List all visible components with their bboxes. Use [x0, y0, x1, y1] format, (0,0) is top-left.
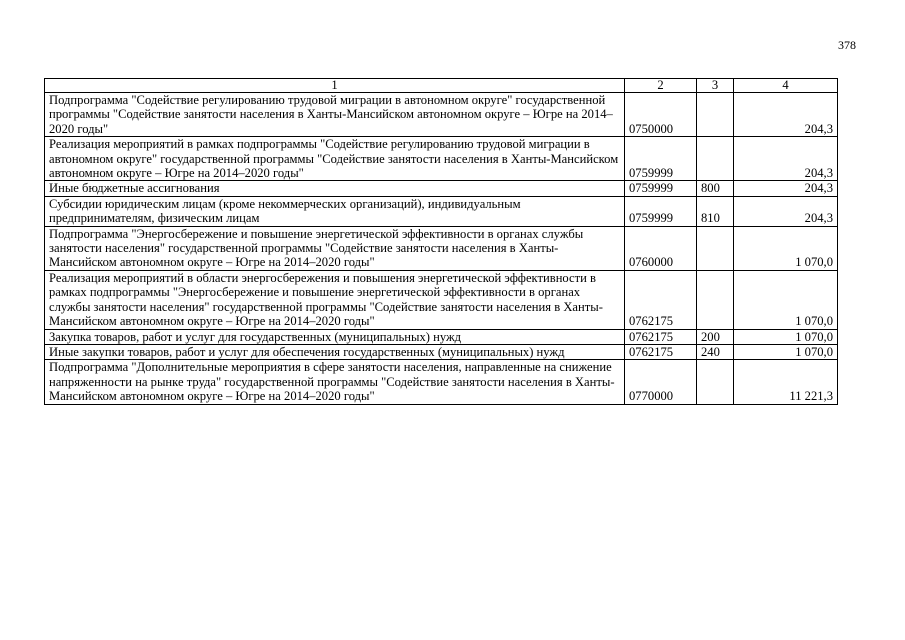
- row-name: Подпрограмма "Энергосбережение и повышение энергетической эффективности в органах службы занятости населения" государственной программы "Содействие занятости населения в Ханты-Мансийском автономном округе – Югре на 2014–2020 годы": [45, 226, 625, 270]
- budget-table: [44, 78, 838, 405]
- table-row: [45, 226, 838, 270]
- row-code: 0762175: [625, 270, 697, 329]
- table-row: [45, 181, 838, 196]
- row-code: 0750000: [625, 93, 697, 137]
- row-amount: 1 070,0: [734, 226, 838, 270]
- row-name: Подпрограмма "Содействие регулированию трудовой миграции в автономном округе" государственной программы "Содействие занятости населения в Ханты-Мансийском автономном округе – Югре на 2014–2020 годы": [45, 93, 625, 137]
- row-type: 200: [697, 329, 734, 344]
- row-amount: 204,3: [734, 93, 838, 137]
- row-name: Субсидии юридическим лицам (кроме некоммерческих организаций), индивидуальным предпринимателям, физическим лицам: [45, 196, 625, 226]
- row-code: 0770000: [625, 360, 697, 404]
- table-row: [45, 137, 838, 181]
- row-type: 240: [697, 344, 734, 359]
- header-row: [45, 79, 838, 93]
- row-name: Иные бюджетные ассигнования: [45, 181, 625, 196]
- row-type: [697, 270, 734, 329]
- table-row: [45, 93, 838, 137]
- page-number: 378: [838, 38, 856, 52]
- row-type: [697, 93, 734, 137]
- row-type: [697, 360, 734, 404]
- row-type: [697, 137, 734, 181]
- row-amount: 1 070,0: [734, 329, 838, 344]
- column-header-2: 2: [625, 79, 697, 93]
- row-code: 0759999: [625, 196, 697, 226]
- row-code: 0762175: [625, 329, 697, 344]
- row-name: Закупка товаров, работ и услуг для государственных (муниципальных) нужд: [45, 329, 625, 344]
- row-type: 810: [697, 196, 734, 226]
- table-row: [45, 196, 838, 226]
- table-row: [45, 360, 838, 404]
- row-name: Иные закупки товаров, работ и услуг для обеспечения государственных (муниципальных) нужд: [45, 344, 625, 359]
- row-code: 0762175: [625, 344, 697, 359]
- row-name: Реализация мероприятий в области энергосбережения и повышения энергетической эффективности в рамках подпрограммы "Энергосбережение и повышение энергетической эффективности в органах службы занятости населения" государственной программы "Содействие занятости населения в Ханты-Мансийском автономном округе – Югре на 2014–2020 годы": [45, 270, 625, 329]
- row-amount: 1 070,0: [734, 344, 838, 359]
- table-row: [45, 344, 838, 359]
- table-row: [45, 329, 838, 344]
- column-header-3: 3: [697, 79, 734, 93]
- row-amount: 204,3: [734, 137, 838, 181]
- row-amount: 1 070,0: [734, 270, 838, 329]
- row-amount: 204,3: [734, 196, 838, 226]
- column-header-1: 1: [45, 79, 625, 93]
- row-code: 0760000: [625, 226, 697, 270]
- row-type: 800: [697, 181, 734, 196]
- table-row: [45, 270, 838, 329]
- row-name: Реализация мероприятий в рамках подпрограммы "Содействие регулированию трудовой миграции в автономном округе" государственной программы "Содействие занятости населения в Ханты-Мансийском автономном округе – Югре на 2014–2020 годы": [45, 137, 625, 181]
- row-amount: 11 221,3: [734, 360, 838, 404]
- row-code: 0759999: [625, 137, 697, 181]
- row-type: [697, 226, 734, 270]
- row-amount: 204,3: [734, 181, 838, 196]
- column-header-4: 4: [734, 79, 838, 93]
- row-code: 0759999: [625, 181, 697, 196]
- row-name: Подпрограмма "Дополнительные мероприятия в сфере занятости населения, направленные на снижение напряженности на рынке труда" государственной программы "Содействие занятости населения в Ханты-Мансийском автономном округе – Югре на 2014–2020 годы": [45, 360, 625, 404]
